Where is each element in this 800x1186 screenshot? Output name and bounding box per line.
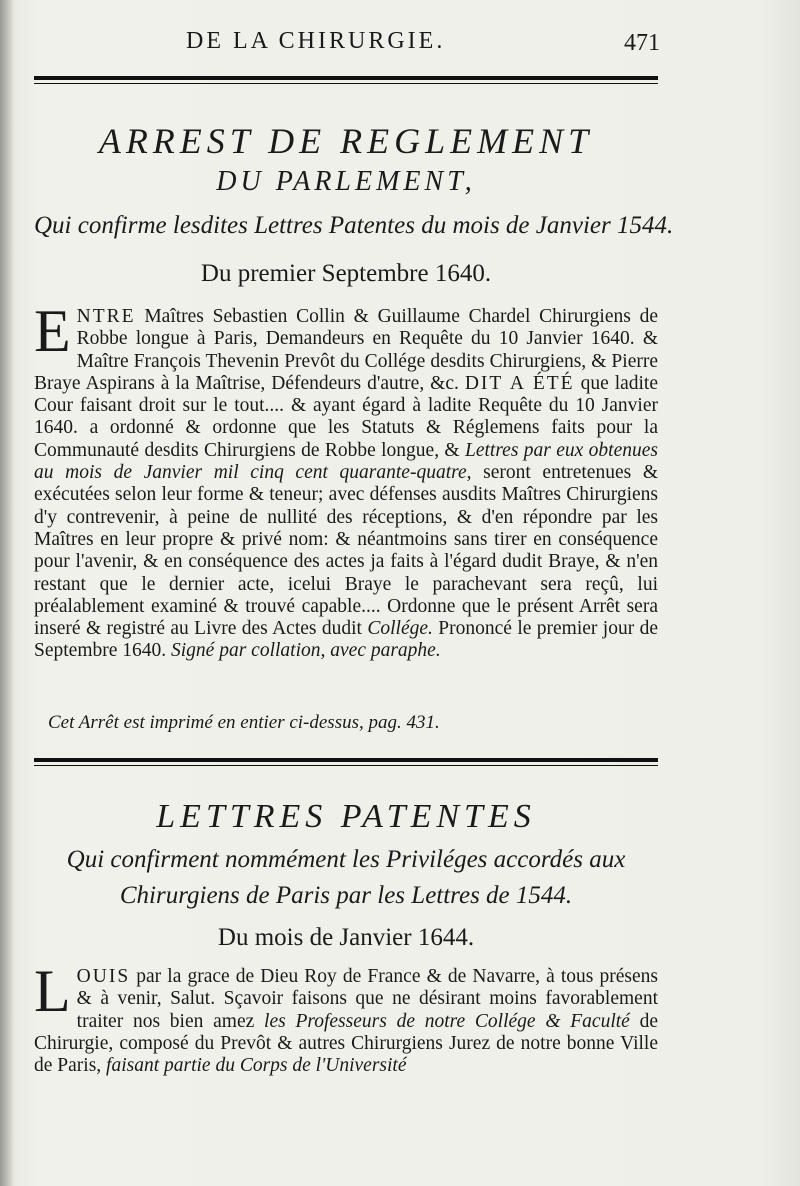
page-number: 471 [624,30,660,56]
section1-body [34,298,659,663]
italic-text: Signé par collation, avec paraphe. [171,640,441,662]
header-rule [34,76,658,84]
opening-word: OUIS [76,966,131,987]
body-text: de Chirurgie, composé du Prevôt & autres Chirurgiens Jurez de notre bonne Ville de Paris, [34,1010,658,1077]
section2-date: Du mois de Janvier 1644. [217,924,475,951]
section2-body [34,958,658,1077]
section-rule [34,758,658,766]
italic-text: les Professeurs de notre Collége & Faculté [264,1010,630,1032]
section1-title: ARREST DE REGLEMENT [98,121,594,161]
italic-text: Collége. [367,618,433,640]
italic-text: faisant partie du Corps de l'Université [106,1055,407,1077]
body-text: Prononcé le premier jour de Septembre 1640. [34,618,659,662]
section1-note: Cet Arrêt est imprimé en entier ci-dessus, pag. 431. [48,712,440,733]
running-head [36,26,660,62]
section2-title: LETTRES PATENTES [156,798,536,835]
body-text: que ladite Cour faisant droit sur le tout.... & ayant égard à ladite Requête du 10 Janvier 1640. a ordonné & ordonne que les Statuts & Réglemens faits pour la Communauté desdits Chirurgiens de Robbe longue, & [34,372,659,461]
body-text: , seront entretenues & exécutées selon leur forme & teneur; avec défenses ausdits Maîtres Chirurgiens d'y contrevenir, à peine de nullité des réceptions, & d'en répondre par les Maîtres en leur propre & privé nom: & néantmoins sans tirer en conséquence pour l'avenir, & en conséquence des actes ja faits à l'égard dudit Braye, & n'en restant que le dernier acte, icelui Braye le parachevant sera reçû, lui préalablement examiné & trouvé capable.... Ordonne que le présent Arrêt sera inseré & registré au Livre des Actes dudit [34,462,658,640]
running-head-title: DE LA CHIRURGIE. [186,28,446,54]
dit-ete: DIT A ÉTÉ [464,372,575,394]
drop-cap: L [34,958,71,1024]
section2-summary: Qui confirment nommément les Priviléges accordés aux Chirurgiens de Paris par les Lettres de 1544. [66,846,626,909]
drop-cap: E [34,298,71,364]
section1-date: Du premier Septembre 1640. [200,260,492,287]
body-text: par la grace de Dieu Roy de France & de Navarre, à tous présens & à venir, Salut. Sçavoir faisons que ne désirant moins favorablement traiter nos bien amez [76,966,658,1032]
section1-summary: Qui confirme lesdites Lettres Patentes du mois de Janvier 1544. [34,212,674,239]
opening-word: NTRE [76,306,136,327]
body-text: Maîtres Sebastien Collin & Guillaume Chardel Chirurgiens de Robbe longue à Paris, Demandeurs en Requête du 10 Janvier 1640. & Maître François Thevenin Prevôt du Collége desdits Chirurgiens, & Pierre Braye Aspirans à la Maîtrise, Défendeurs d'autre, &c. [34,306,658,394]
section1-subtitle: DU PARLEMENT, [216,166,476,197]
binding-shadow [0,0,14,1186]
italic-text: Lettres par eux obtenues au mois de Janvier mil cinq cent quarante-quatre [34,439,658,484]
